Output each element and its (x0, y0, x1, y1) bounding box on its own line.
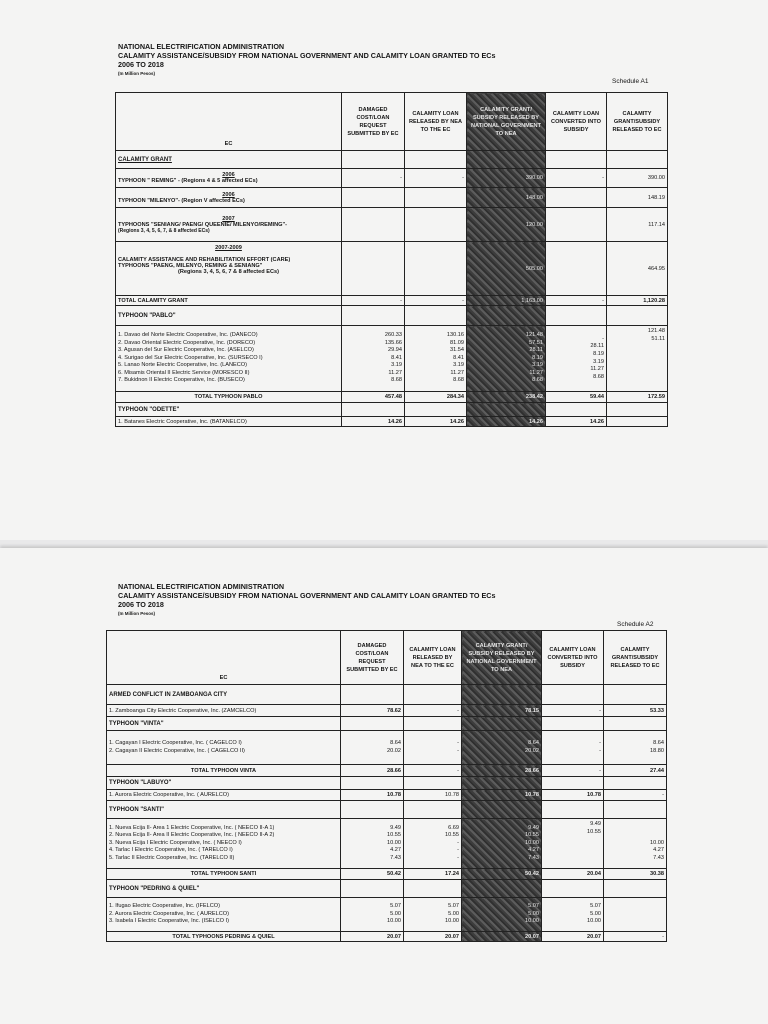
row-label-reming: TYPHOON " REMING" - (Regions 4 & 5 affected ECs) (118, 178, 258, 184)
cell-value: - (542, 765, 604, 777)
cell-value: 505.00 (467, 242, 546, 296)
cell-value: - (457, 747, 459, 754)
table-row (116, 151, 668, 169)
cell-value: 8.68 (532, 377, 543, 384)
cell-value: 11.27 (450, 369, 464, 376)
table-row (107, 898, 667, 932)
column-header-loan-converted: CALAMITY LOAN CONVERTED INTO SUBSIDY (546, 93, 607, 151)
row-label-seniang-regions: (Regions 3, 4, 5, 6, 7, & 8 affected ECs) (118, 227, 210, 234)
cell-value: 5.00 (528, 910, 539, 917)
document-header (118, 582, 496, 618)
cell-value: - (404, 705, 462, 717)
table-row (107, 801, 667, 819)
list-item: 2. Cagayan II Electric Cooperative, Inc. ( CAGELCO II) (109, 747, 245, 754)
cell-value: 6.69 (448, 824, 459, 831)
cell-value: 11.27 (590, 366, 604, 373)
cell-value: 20.02 (525, 747, 539, 754)
cell-value: 10.55 (587, 828, 601, 835)
year-label: 2007-2009 (215, 245, 242, 251)
cell-value: 53.33 (604, 705, 667, 717)
cell-value: 5.07 (448, 903, 459, 910)
report-period: 2006 TO 2018 (118, 600, 164, 609)
column-header-grant-to-nea: CALAMITY GRANT/ SUBSIDY RELEASED BY NATIONAL GOVERNMENT TO NEA (467, 93, 546, 151)
cell-value: 7.43 (528, 854, 539, 861)
list-item: 4. Tarlac I Electric Cooperative, Inc. ( TARELCO I) (109, 847, 233, 854)
list-item: 4. Surigao del Sur Electric Cooperative, Inc. (SURSECO I) (118, 354, 263, 361)
table-row (107, 777, 667, 790)
cell-value: - (405, 296, 467, 306)
table-header-row (116, 93, 668, 151)
year-label: 2007 (222, 215, 235, 222)
cell-value: - (404, 765, 462, 777)
list-item: 1. Davao del Norte Electric Cooperative, Inc. (DANECO) (118, 331, 258, 338)
list-item: 2. Aurora Electric Cooperative, Inc. ( AURELCO) (109, 910, 229, 917)
cell-value: 10.55 (445, 832, 459, 839)
cell-value: 9.49 (590, 821, 601, 827)
cell-value: 8.19 (593, 350, 604, 357)
list-item: 3. Agusan del Sur Electric Cooperative, Inc. (ASELCO) (118, 347, 254, 354)
table-row (107, 717, 667, 731)
cell-value: 50.42 (462, 869, 542, 880)
cell-value: 10.78 (404, 790, 462, 801)
table-header-row (107, 631, 667, 685)
cell-value: 464.95 (607, 242, 668, 296)
cell-value: - (405, 169, 467, 188)
cell-value: 238.42 (467, 392, 546, 403)
cell-value: 3.19 (391, 362, 402, 369)
list-item: 1. Nueva Ecija II- Area 1 Electric Cooperative, Inc. ( NEECO II-A 1) (109, 824, 275, 831)
cell-value: 14.26 (342, 417, 405, 427)
cell-value: 260.33 (384, 331, 402, 338)
cell-value: 28.66 (462, 765, 542, 777)
cell-value: 14.26 (405, 417, 467, 427)
cell-value: 18.80 (650, 747, 664, 754)
list-item: 1. Ifugao Electric Cooperative, Inc. (IFELCO) (109, 903, 220, 910)
total-vinta-label: TOTAL TYPHOON VINTA (107, 765, 341, 777)
pablo-ec-list (116, 326, 342, 392)
cell-value: 9.49 (528, 824, 539, 831)
list-item: 1. Aurora Electric Cooperative, Inc. ( AURELCO) (107, 790, 341, 801)
cell-value: 8.41 (391, 354, 402, 361)
section-typhoon-vinta: TYPHOON "VINTA" (107, 717, 341, 731)
cell-value: 30.38 (604, 869, 667, 880)
cell-value: 31.54 (450, 347, 464, 354)
cell-value: - (457, 854, 459, 861)
cell-value: 390.00 (607, 169, 668, 188)
cell-value: 10.00 (525, 839, 539, 846)
cell-value: 11.27 (529, 369, 543, 376)
cell-value: 28.11 (590, 343, 604, 350)
cell-value: 7.43 (653, 854, 664, 861)
cell-value: 135.66 (384, 339, 402, 346)
column-header-ec: EC (116, 93, 342, 151)
table-row (116, 306, 668, 326)
column-header-grant-to-ec: CALAMITY GRANT/SUBSIDY RELEASED TO EC (607, 93, 668, 151)
cell-value: 5.07 (390, 903, 401, 910)
list-item: 3. Isabela I Electric Cooperative, Inc. (ISELCO I) (109, 918, 230, 925)
cell-value: 10.00 (387, 918, 401, 925)
cell-value: 10.78 (462, 790, 542, 801)
cell-value: - (342, 296, 405, 306)
cell-value: 20.02 (387, 747, 401, 754)
section-typhoon-pablo: TYPHOON "PABLO" (116, 306, 342, 326)
cell-value: 27.44 (604, 765, 667, 777)
cell-value: 10.78 (341, 790, 404, 801)
cell-value: 8.68 (391, 377, 402, 384)
list-item: 5. Tarlac II Electric Cooperative, Inc. (TARELCO II) (109, 854, 235, 861)
total-row (107, 932, 667, 942)
cell-value: 10.78 (542, 790, 604, 801)
row-label-care: CALAMITY ASSISTANCE AND REHABILITATION EFFORT (CARE) (118, 257, 291, 263)
cell-value: 121.48 (647, 328, 665, 334)
report-period: 2006 TO 2018 (118, 60, 164, 69)
table-row (107, 880, 667, 898)
schedule-label: Schedule A2 (617, 621, 654, 628)
section-armed-conflict: ARMED CONFLICT IN ZAMBOANGA CITY (107, 685, 341, 705)
list-item: 2. Davao Oriental Electric Cooperative, Inc. (DORECO) (118, 339, 256, 346)
cell-value: 11.27 (388, 369, 402, 376)
cell-value: 59.44 (546, 392, 607, 403)
total-row (116, 296, 668, 306)
cell-value: - (546, 169, 607, 188)
column-header-grant-to-nea: CALAMITY GRANT/ SUBSIDY RELEASED BY NATIONAL GOVERNMENT TO NEA (462, 631, 542, 685)
total-calamity-grant-label: TOTAL CALAMITY GRANT (116, 296, 342, 306)
cell-value: 10.55 (387, 832, 401, 839)
table-row (116, 188, 668, 208)
cell-value: 3.19 (453, 362, 464, 369)
cell-value: 20.07 (404, 932, 462, 942)
cell-value: 1,163.00 (467, 296, 546, 306)
cell-value: 130.16 (446, 331, 464, 338)
column-header-damaged-cost: DAMAGED COST/LOAN REQUEST SUBMITTED BY EC (342, 93, 405, 151)
table-row (107, 705, 667, 717)
cell-value: - (457, 847, 459, 854)
list-item: 1. Zamboanga City Electric Cooperative, Inc. (ZAMCELCO) (107, 705, 341, 717)
total-pablo-label: TOTAL TYPHOON PABLO (116, 392, 342, 403)
cell-value: 1,120.28 (607, 296, 668, 306)
cell-value: 8.68 (593, 373, 604, 380)
section-typhoon-labuyo: TYPHOON "LABUYO" (107, 777, 341, 790)
row-label-milenyo: TYPHOON "MILENYO"- (Region V affected ECs) (118, 197, 245, 204)
section-typhoon-pedring-quiel: TYPHOON "PEDRING & QUIEL" (107, 880, 341, 898)
section-calamity-grant: CALAMITY GRANT (116, 151, 342, 169)
cell-value: 10.00 (387, 839, 401, 846)
table-row (107, 685, 667, 705)
cell-value: - (599, 739, 601, 746)
cell-value: 81.09 (450, 339, 464, 346)
row-label-seniang: TYPHOONS "SENIANG/ PAENG/ QUEENIE/ MILENYO/REMING"- (118, 221, 287, 228)
table-row (107, 790, 667, 801)
cell-value: - (599, 747, 601, 754)
cell-value: 5.00 (590, 910, 601, 917)
cell-value: 120.00 (467, 208, 546, 242)
cell-value: 10.00 (650, 839, 664, 846)
list-item: 3. Nueva Ecija I Electric Cooperative, Inc. ( NEECO I) (109, 839, 242, 846)
cell-value: 5.00 (390, 910, 401, 917)
unit-note: (In Million Pesos) (118, 611, 156, 616)
year-label: 2006 (222, 191, 235, 198)
table-row (107, 731, 667, 765)
pablo-damaged-cost-values (342, 326, 405, 392)
agency-title: NATIONAL ELECTRIFICATION ADMINISTRATION (118, 42, 285, 51)
column-header-loan-released: CALAMITY LOAN RELEASED BY NEA TO THE EC (404, 631, 462, 685)
cell-value: 7.43 (390, 854, 401, 861)
table-row (116, 242, 668, 296)
cell-value: 8.64 (653, 739, 664, 746)
row-label-care-regions: (Regions 3, 4, 5, 6, 7 & 8 affected ECs) (177, 269, 280, 275)
cell-value: 20.07 (542, 932, 604, 942)
agency-title: NATIONAL ELECTRIFICATION ADMINISTRATION (118, 582, 285, 591)
list-item: 5. Lanao Norte Electric Cooperative, Inc. (LANECO) (118, 362, 248, 369)
pablo-grant-values (467, 326, 546, 392)
cell-value: - (342, 169, 405, 188)
total-santi-label: TOTAL TYPHOON SANTI (107, 869, 341, 880)
cell-value: 10.00 (587, 918, 601, 925)
cell-value: 3.19 (532, 362, 543, 369)
cell-value: 10.00 (525, 918, 539, 925)
cell-value: 148.00 (467, 188, 546, 208)
row-label-care-typhoons: TYPHOONS "PAENG, MILENYO, REMING & SENIANG" (118, 263, 263, 269)
cell-value: 172.59 (607, 392, 668, 403)
schedule-label: Schedule A1 (612, 78, 649, 85)
cell-value: 3.19 (593, 358, 604, 365)
report-title: CALAMITY ASSISTANCE/SUBSIDY FROM NATIONAL GOVERNMENT AND CALAMITY LOAN GRANTED TO ECs (118, 51, 496, 60)
total-row (116, 392, 668, 403)
cell-value: - (457, 739, 459, 746)
report-title: CALAMITY ASSISTANCE/SUBSIDY FROM NATIONAL GOVERNMENT AND CALAMITY LOAN GRANTED TO ECs (118, 591, 496, 600)
total-row (107, 869, 667, 880)
cell-value: - (604, 790, 667, 801)
document-header (118, 42, 496, 78)
table-row (116, 326, 668, 392)
cell-value: 4.27 (528, 847, 539, 854)
total-pedring-label: TOTAL TYPHOONS PEDRING & QUIEL (107, 932, 341, 942)
table-row (116, 208, 668, 242)
cell-value: - (542, 705, 604, 717)
unit-note: (In Million Pesos) (118, 71, 156, 76)
cell-value: - (604, 932, 667, 942)
cell-value: 20.07 (341, 932, 404, 942)
column-header-loan-converted: CALAMITY LOAN CONVERTED INTO SUBSIDY (542, 631, 604, 685)
cell-value: 5.07 (590, 903, 601, 910)
table-row (116, 169, 668, 188)
cell-value: 57.51 (529, 339, 543, 346)
cell-value: - (457, 839, 459, 846)
cell-value: - (546, 296, 607, 306)
list-item: 1. Batanes Electric Cooperative, Inc. (BATANELCO) (116, 417, 342, 427)
cell-value: - (602, 335, 604, 342)
cell-value: 148.19 (607, 188, 668, 208)
list-item: 6. Misamis Oriental II Electric Service (MORESCO II) (118, 369, 250, 376)
column-header-ec: EC (107, 631, 341, 685)
cell-value: 28.66 (341, 765, 404, 777)
table-row (116, 403, 668, 417)
column-header-grant-to-ec: CALAMITY GRANT/SUBSIDY RELEASED TO EC (604, 631, 667, 685)
calamity-table-a1 (115, 92, 668, 427)
cell-value: 5.07 (528, 903, 539, 910)
section-typhoon-odette: TYPHOON "ODETTE" (116, 403, 342, 417)
cell-value: 20.04 (542, 869, 604, 880)
cell-value: 29.94 (388, 347, 402, 354)
list-item: 7. Bukidnon II Electric Cooperative, Inc. (BUSECO) (118, 377, 245, 384)
calamity-table-a2 (106, 630, 667, 942)
cell-value: 390.00 (467, 169, 546, 188)
cell-value: 9.49 (390, 824, 401, 831)
pablo-grant-to-ec-values (607, 326, 668, 392)
cell-value: 8.68 (453, 377, 464, 384)
cell-value: 4.27 (390, 847, 401, 854)
pablo-loan-values (405, 326, 467, 392)
cell-value: 8.64 (390, 739, 401, 746)
cell-value: 5.00 (448, 910, 459, 917)
cell-value: 17.24 (404, 869, 462, 880)
cell-value: 284.34 (405, 392, 467, 403)
cell-value: 8.64 (528, 739, 539, 746)
cell-value: 78.62 (341, 705, 404, 717)
cell-value: 78.15 (462, 705, 542, 717)
pablo-converted-values (546, 326, 607, 392)
column-header-damaged-cost: DAMAGED COST/LOAN REQUEST SUBMITTED BY EC (341, 631, 404, 685)
year-label: 2006 (222, 172, 235, 178)
document-page-schedule-a2 (0, 548, 768, 1024)
cell-value: 121.48 (525, 331, 543, 338)
table-row (107, 819, 667, 869)
cell-value: 10.55 (525, 832, 539, 839)
section-typhoon-santi: TYPHOON "SANTI" (107, 801, 341, 819)
list-item: 1. Cagayan I Electric Cooperative, Inc. ( CAGELCO I) (109, 739, 242, 746)
cell-value: 14.26 (467, 417, 546, 427)
cell-value: 4.27 (653, 847, 664, 854)
cell-value: 14.26 (546, 417, 607, 427)
cell-value: 8.41 (453, 354, 464, 361)
table-row (116, 417, 668, 427)
column-header-loan-released: CALAMITY LOAN RELEASED BY NEA TO THE EC (405, 93, 467, 151)
cell-value: 28.11 (529, 347, 543, 354)
cell-value: 51.11 (651, 335, 665, 342)
total-row (107, 765, 667, 777)
cell-value: 10.00 (445, 918, 459, 925)
cell-value: 50.42 (341, 869, 404, 880)
cell-value: 20.07 (462, 932, 542, 942)
cell-value: 8.19 (532, 354, 543, 361)
cell-value: 457.48 (342, 392, 405, 403)
cell-value: 117.14 (607, 208, 668, 242)
list-item: 2. Nueva Ecija II- Area II Electric Cooperative, Inc. ( NEECO II-A 2) (109, 832, 275, 839)
